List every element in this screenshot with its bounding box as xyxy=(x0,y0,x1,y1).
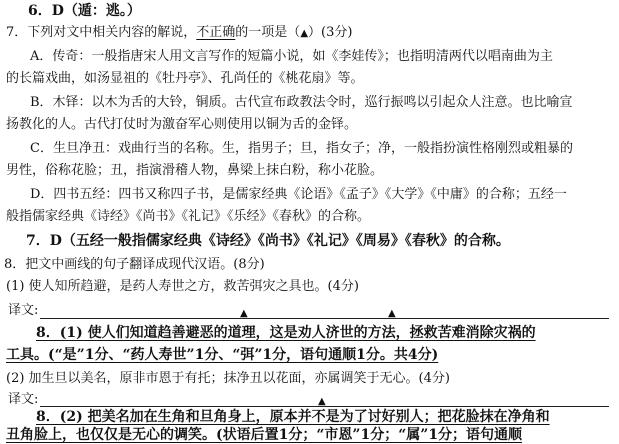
blank-triangle-icon: ▲ xyxy=(388,308,396,319)
answer-8-1-line-1: 8．(1) 使人们知道趋善避恶的道理，这是劝人济世的方法，拯救苦难消除灾祸的 xyxy=(36,325,536,341)
answer-8-2-line-1: 8．(2) 把美名加在生角和旦角身上，原本并不是为了讨好别人；把花脸抹在净角和 xyxy=(36,409,550,425)
question-7 xyxy=(6,24,352,43)
answer-7: 7．D（五经一般指儒家经典《诗经》《尚书》《礼记》《周易》《春秋》的合称。 xyxy=(26,233,510,249)
blank-triangle-icon: ▲ xyxy=(240,308,248,319)
blank-triangle-icon: ▲ xyxy=(318,396,326,407)
answer-6-text: 6．D（遁：逃。） xyxy=(28,3,141,19)
question-8: 8．把文中画线的句子翻译成现代汉语。(8分) xyxy=(4,257,265,272)
translation-line-1 xyxy=(40,318,609,319)
option-a-line-2: 的长篇戏曲，如汤显祖的《牡丹亭》、孔尚任的《桃花扇》等。 xyxy=(6,71,364,86)
translation-label-1: 译文: xyxy=(8,303,39,318)
option-c-line-1: C．生旦净丑：戏曲行当的名称。生，指男子；旦，指女子；净，一般指扮演性格刚烈或粗暴的 xyxy=(30,141,573,156)
question-7-stem-2: 的一项是（ xyxy=(235,25,301,40)
option-b-line-1: B．木铎：以木为舌的大铃，铜质。古代宣布政教法令时，巡行振鸣以引起众人注意。也比喻宣 xyxy=(30,95,573,110)
option-d-line-2: 般指儒家经典《诗经》《尚书》《礼记》《乐经》《春秋》的合称。 xyxy=(6,209,371,224)
option-a-line-1: A．传奇：一般指唐宋人用文言写作的短篇小说，如《李娃传》；也指明清两代以唱南曲为主 xyxy=(30,49,553,64)
question-7-stem: 7．下列对文中相关内容的解说， xyxy=(6,25,197,40)
option-b-line-2: 扬教化的人。古代打仗时为激奋军心则使用以铜为舌的金铎。 xyxy=(6,117,358,132)
option-c-line-2: 男性，俗称花脸；丑，指演滑稽人物，鼻梁上抹白粉，称小花脸。 xyxy=(6,163,384,178)
translation-label-2: 译文: xyxy=(8,392,39,407)
answer-6 xyxy=(28,2,141,21)
answer-8-2-line-2: 丑角脸上，也仅仅是无心的调笑。(状语后置1分；“市恩”1分；“属”1分；语句通顺 xyxy=(6,427,523,443)
question-8-2: (2) 加生旦以美名，原非市恩于有托；抹净丑以花面，亦属调笑于无心。(4分) xyxy=(6,371,450,386)
answer-8-1-line-2: 工具。(“是”1分、“药人寿世”1分、“弭”1分，语句通顺1分。共4分) xyxy=(6,347,439,363)
question-7-emphasis: 不正确 xyxy=(196,25,236,40)
answer-blank-triangle-icon: ▲ xyxy=(300,28,309,39)
question-8-1: (1) 使人知所趋避，是药人寿世之方，救苦弭灾之具也。(4分) xyxy=(6,279,359,294)
question-7-score: ）(3分) xyxy=(308,25,353,40)
option-d-line-1: D．四书五经：四书又称四子书，是儒家经典《论语》《孟子》《大学》《中庸》的合称；五经一 xyxy=(30,187,567,202)
